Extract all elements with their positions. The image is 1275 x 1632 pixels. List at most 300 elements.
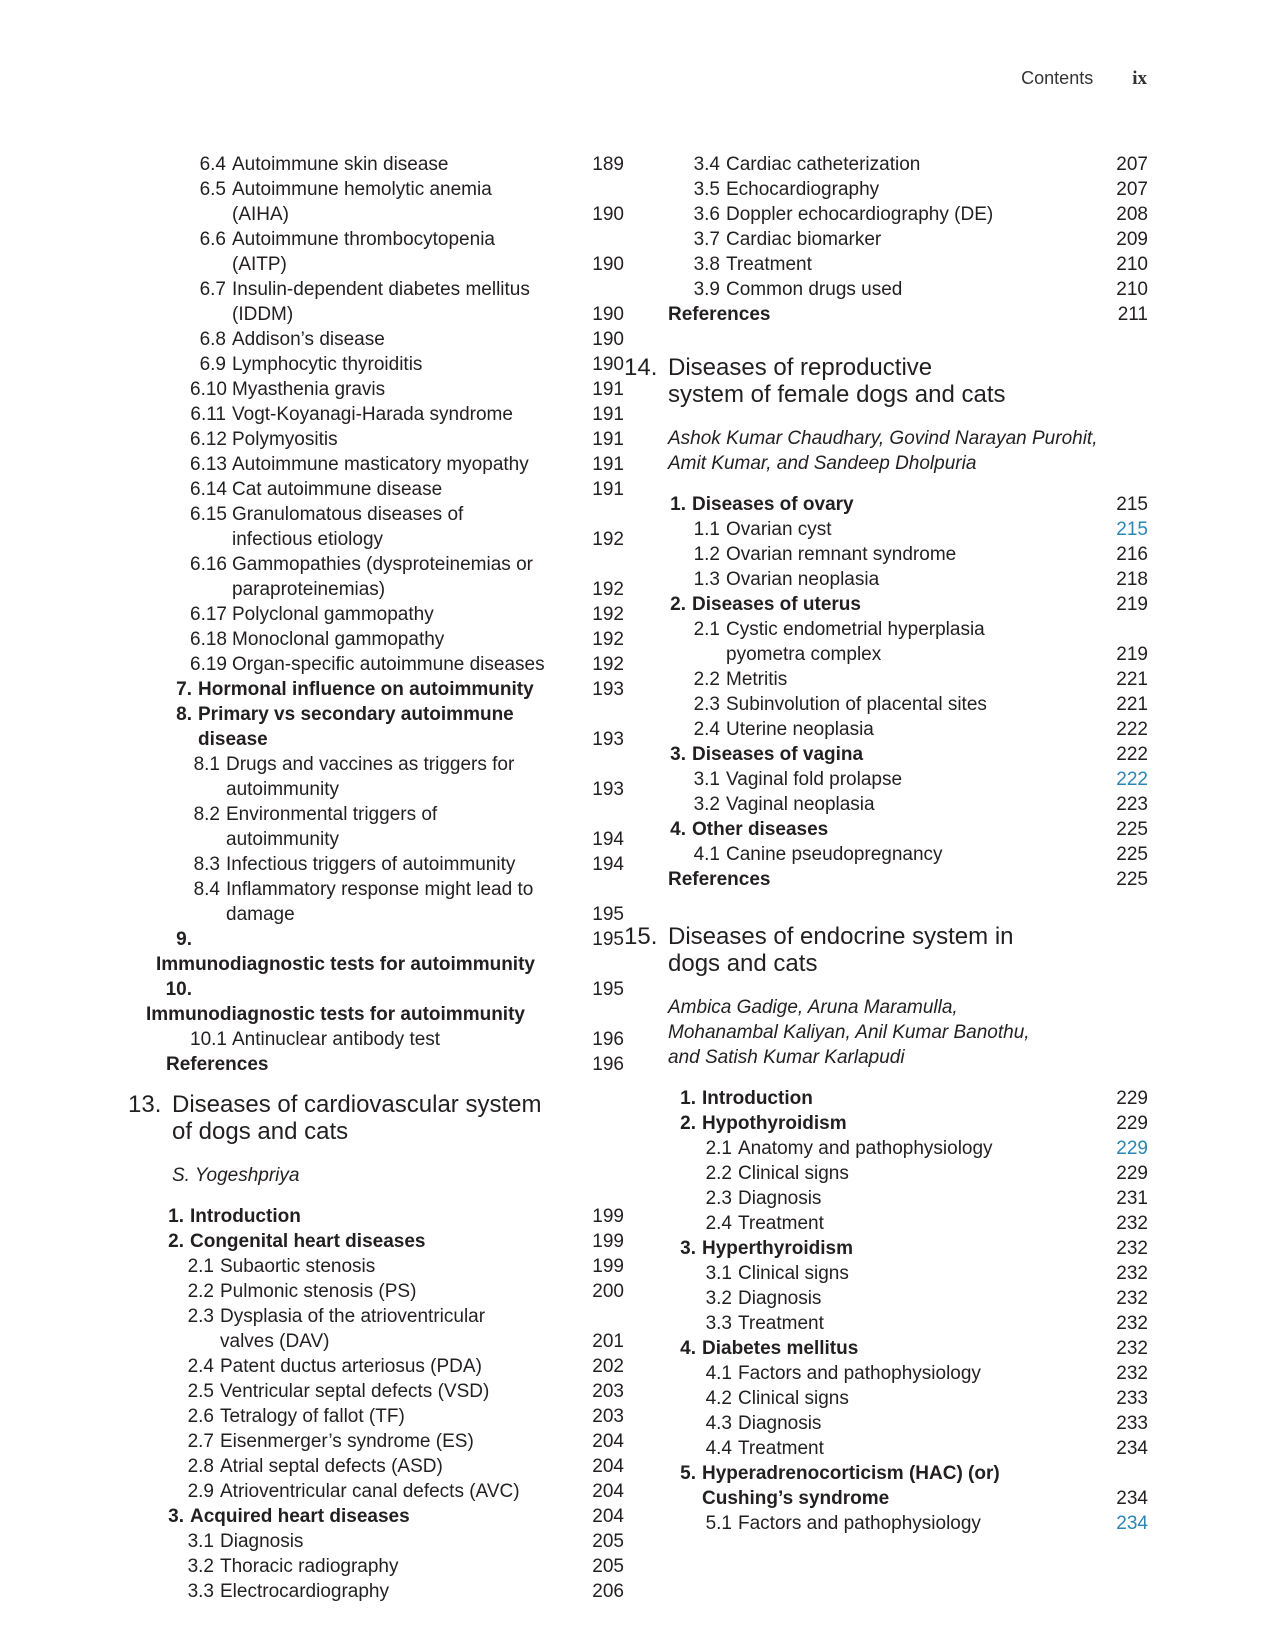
chapter-14-authors: Ashok Kumar Chaudhary, Govind Narayan Purohit, Amit Kumar, and Sandeep Dholpuria (668, 428, 1098, 474)
toc-entry-page: 232 (1116, 1238, 1148, 1259)
toc-entry[interactable] (652, 567, 1148, 592)
toc-entry[interactable] (652, 202, 1148, 227)
toc-entry-page: 229 (1116, 1163, 1148, 1184)
toc-entry-number: 6.9 (199, 354, 226, 375)
toc-entry-page: 225 (1116, 869, 1148, 890)
toc-entry[interactable] (128, 1279, 624, 1304)
chapter-15-title[interactable]: 15. Diseases of endocrine system in dogs and cats (624, 923, 1014, 977)
toc-entry-number: 2.5 (187, 1381, 214, 1402)
toc-entry-title: Subaortic stenosis (220, 1256, 376, 1277)
toc-entry-title: Infectious triggers of autoimmunity (226, 854, 516, 875)
toc-entry-page: 233 (1116, 1413, 1148, 1434)
toc-entry-number: 6.19 (190, 654, 227, 675)
toc-entry[interactable] (128, 1404, 624, 1429)
toc-entry-title: Electrocardiography (220, 1581, 389, 1602)
toc-entry-title: Cardiac biomarker (726, 229, 882, 250)
toc-entry[interactable] (128, 177, 624, 227)
toc-entry-page: 215 (1116, 494, 1148, 515)
toc-entry-page: 191 (592, 454, 624, 475)
toc-entry-page: 202 (592, 1356, 624, 1377)
toc-entry-title-continued: pyometra complex (726, 644, 882, 665)
toc-entry-number: 4.1 (693, 844, 720, 865)
toc-entry-number: 3.7 (693, 229, 720, 250)
toc-entry-number: 6.16 (190, 554, 227, 575)
toc-entry-title: Acquired heart diseases (190, 1506, 410, 1527)
toc-entry-title: Introduction (190, 1206, 301, 1227)
toc-entry-page: 218 (1116, 569, 1148, 590)
toc-entry[interactable] (128, 452, 624, 477)
toc-entry-title: Lymphocytic thyroiditis (232, 354, 423, 375)
toc-entry-page[interactable]: 229 (1116, 1138, 1148, 1159)
toc-entry-page: 191 (592, 479, 624, 500)
toc-entry-title: Anatomy and pathophysiology (738, 1138, 993, 1159)
toc-entry-page: 192 (592, 604, 624, 625)
toc-entry[interactable] (652, 1286, 1148, 1311)
toc-entry-title: References (668, 869, 771, 890)
toc-entry[interactable] (652, 867, 1148, 892)
toc-entry-number: 10.1 (190, 1029, 227, 1050)
toc-entry-title: Tetralogy of fallot (TF) (220, 1406, 405, 1427)
toc-entry-title-continued: (AITP) (232, 254, 287, 275)
chapter-number: 14. (624, 354, 658, 381)
chapter-13-title[interactable]: 13. Diseases of cardiovascular system of dogs and cats (128, 1091, 542, 1145)
toc-entry[interactable] (128, 502, 624, 552)
toc-entry[interactable] (128, 1254, 624, 1279)
toc-entry[interactable] (128, 1027, 624, 1052)
toc-entry-title-continued: (AIHA) (232, 204, 289, 225)
toc-entry-title: Hormonal influence on autoimmunity (198, 679, 534, 700)
toc-entry[interactable] (652, 1186, 1148, 1211)
toc-entry-number: 3.5 (693, 179, 720, 200)
toc-entry-page: 205 (592, 1531, 624, 1552)
toc-entry[interactable] (128, 1379, 624, 1404)
toc-entry-title: Dysplasia of the atrioventricular (220, 1306, 486, 1327)
toc-entry-page: 221 (1116, 669, 1148, 690)
toc-entry-title: Autoimmune thrombocytopenia (232, 229, 495, 250)
toc-entry[interactable] (128, 802, 624, 852)
toc-entry[interactable] (652, 842, 1148, 867)
toc-entry[interactable] (652, 1311, 1148, 1336)
toc-entry-page: 232 (1116, 1288, 1148, 1309)
toc-entry-number: 3.1 (693, 769, 720, 790)
toc-entry-title: Patent ductus arteriosus (PDA) (220, 1356, 482, 1377)
toc-entry-title: Factors and pathophysiology (738, 1363, 981, 1384)
toc-entry-page: 225 (1116, 819, 1148, 840)
toc-entry-title: Ovarian remnant syndrome (726, 544, 957, 565)
toc-entry-number: 2.3 (705, 1188, 732, 1209)
toc-entry-title: Antinuclear antibody test (232, 1029, 441, 1050)
toc-entry-title: Clinical signs (738, 1163, 849, 1184)
toc-entry-title: Ovarian neoplasia (726, 569, 880, 590)
toc-entry-number: 8.4 (193, 879, 220, 900)
toc-entry-number: 2.4 (693, 719, 720, 740)
toc-entry[interactable] (652, 1086, 1148, 1111)
toc-entry-title: Thoracic radiography (220, 1556, 399, 1577)
toc-entry[interactable] (652, 667, 1148, 692)
toc-entry[interactable] (652, 717, 1148, 742)
toc-entry-title: Treatment (738, 1213, 824, 1234)
toc-entry[interactable] (128, 852, 624, 877)
toc-entry[interactable] (652, 792, 1148, 817)
running-header (1021, 68, 1147, 90)
toc-list-ch13-continued (652, 152, 1148, 327)
toc-entry-page: 204 (592, 1506, 624, 1527)
chapter-14-title[interactable]: 14. Diseases of reproductive system of female dogs and cats (624, 354, 1006, 408)
toc-entry-title-continued: (IDDM) (232, 304, 294, 325)
toc-entry-page: 219 (1116, 594, 1148, 615)
toc-entry[interactable] (128, 677, 624, 702)
toc-entry-page: 196 (592, 1054, 624, 1075)
toc-entry-number: 2.1 (693, 619, 720, 640)
toc-entry-number: 1.3 (693, 569, 720, 590)
toc-entry-number: 6.8 (199, 329, 226, 350)
toc-entry-page: 195 (592, 929, 624, 950)
toc-entry[interactable] (652, 492, 1148, 517)
toc-entry-page: 232 (1116, 1338, 1148, 1359)
toc-entry-title-continued: damage (226, 904, 295, 925)
toc-entry-number: 2.8 (187, 1456, 214, 1477)
toc-entry-title: Treatment (738, 1438, 824, 1459)
toc-entry-title: Cat autoimmune disease (232, 479, 443, 500)
toc-entry-page: 192 (592, 579, 624, 600)
toc-entry[interactable] (652, 277, 1148, 302)
page-number: ix (1132, 68, 1147, 89)
toc-entry-title-continued: autoimmunity (226, 779, 339, 800)
toc-entry-page: 205 (592, 1556, 624, 1577)
toc-entry-page: 194 (592, 854, 624, 875)
toc-entry-title: Introduction (702, 1088, 813, 1109)
toc-entry-page: 195 (592, 979, 624, 1000)
toc-entry[interactable] (652, 252, 1148, 277)
toc-entry-number: 2. (168, 1231, 184, 1252)
toc-entry-number: 3.1 (187, 1531, 214, 1552)
toc-entry-number: 2.4 (187, 1356, 214, 1377)
toc-entry[interactable] (128, 702, 624, 752)
toc-entry[interactable] (128, 227, 624, 277)
toc-entry-number: 6.14 (190, 479, 227, 500)
toc-entry-page: 229 (1116, 1088, 1148, 1109)
toc-entry-title: Granulomatous diseases of (232, 504, 464, 525)
toc-entry-title: Addison’s disease (232, 329, 385, 350)
toc-entry[interactable] (652, 692, 1148, 717)
toc-entry-number: 2.3 (187, 1306, 214, 1327)
toc-entry-number: 4.1 (705, 1363, 732, 1384)
toc-entry-number: 8.3 (193, 854, 220, 875)
toc-entry-title: Atrioventricular canal defects (AVC) (220, 1481, 520, 1502)
toc-entry[interactable] (128, 1454, 624, 1479)
toc-entry[interactable] (652, 517, 1148, 542)
toc-entry[interactable] (128, 1429, 624, 1454)
toc-entry-page: 189 (592, 154, 624, 175)
toc-entry-page: 200 (592, 1281, 624, 1302)
toc-entry-title: Diagnosis (220, 1531, 304, 1552)
toc-entry-title: Ventricular septal defects (VSD) (220, 1381, 490, 1402)
toc-entry-title: Doppler echocardiography (DE) (726, 204, 994, 225)
toc-entry-page: 207 (1116, 154, 1148, 175)
toc-entry-title: Treatment (738, 1313, 824, 1334)
toc-entry-number: 2.6 (187, 1406, 214, 1427)
toc-entry[interactable] (652, 1336, 1148, 1361)
toc-entry-title: Diagnosis (738, 1288, 822, 1309)
toc-entry-number: 2.3 (693, 694, 720, 715)
toc-entry-number: 1.1 (693, 519, 720, 540)
toc-entry-page: 191 (592, 429, 624, 450)
toc-entry-number: 3.2 (705, 1288, 732, 1309)
toc-entry[interactable] (652, 1161, 1148, 1186)
toc-entry-title-continued: autoimmunity (226, 829, 339, 850)
toc-entry[interactable] (128, 477, 624, 502)
toc-entry[interactable] (128, 1479, 624, 1504)
toc-entry[interactable] (652, 592, 1148, 617)
toc-entry-number: 6.4 (199, 154, 226, 175)
toc-entry[interactable] (652, 1111, 1148, 1136)
chapter-14-block (624, 354, 1148, 892)
toc-entry[interactable] (128, 977, 624, 1027)
toc-list-ch12-continued (128, 152, 624, 1077)
toc-entry-page: 191 (592, 404, 624, 425)
toc-entry-title: References (668, 304, 771, 325)
toc-entry-number: 8.2 (193, 804, 220, 825)
toc-entry-page: 210 (1116, 254, 1148, 275)
toc-entry[interactable] (652, 742, 1148, 767)
toc-entry[interactable] (652, 1236, 1148, 1261)
toc-entry-page[interactable]: 222 (1116, 769, 1148, 790)
toc-entry-number: 2.1 (705, 1138, 732, 1159)
toc-entry-page: 232 (1116, 1363, 1148, 1384)
toc-entry-page: 193 (592, 779, 624, 800)
toc-entry[interactable] (652, 1411, 1148, 1436)
toc-entry-page: 199 (592, 1256, 624, 1277)
toc-entry-number: 2.2 (187, 1281, 214, 1302)
toc-entry-title: Immunodiagnostic tests for autoimmunity (156, 954, 535, 975)
toc-entry-number: 4.3 (705, 1413, 732, 1434)
toc-entry-page: 206 (592, 1581, 624, 1602)
toc-entry-title: Eisenmerger’s syndrome (ES) (220, 1431, 474, 1452)
toc-entry-number: 8. (176, 704, 192, 725)
toc-entry-number: 6.10 (190, 379, 227, 400)
toc-entry-page: 204 (592, 1456, 624, 1477)
toc-entry-title: Metritis (726, 669, 788, 690)
toc-entry[interactable] (128, 327, 624, 352)
toc-entry-number: 1.2 (693, 544, 720, 565)
toc-entry-number: 10. (165, 979, 192, 1000)
toc-entry[interactable] (652, 152, 1148, 177)
toc-entry-title: Other diseases (692, 819, 829, 840)
toc-entry-title: Diseases of ovary (692, 494, 854, 515)
toc-entry[interactable] (652, 1511, 1148, 1536)
toc-entry-number: 1. (680, 1088, 696, 1109)
toc-entry[interactable] (128, 1052, 624, 1077)
toc-entry-page: 219 (1116, 644, 1148, 665)
toc-entry-page[interactable]: 234 (1116, 1513, 1148, 1534)
toc-entry[interactable] (652, 1461, 1148, 1511)
toc-entry-number: 3.9 (693, 279, 720, 300)
toc-entry-title: Factors and pathophysiology (738, 1513, 981, 1534)
toc-entry-number: 2.1 (187, 1256, 214, 1277)
toc-entry-number: 3.3 (705, 1313, 732, 1334)
toc-entry-page: 231 (1116, 1188, 1148, 1209)
toc-entry-number: 6.7 (199, 279, 226, 300)
toc-entry[interactable] (128, 627, 624, 652)
toc-entry[interactable] (128, 1204, 624, 1229)
toc-entry-title: Vaginal neoplasia (726, 794, 875, 815)
toc-entry-page: 232 (1116, 1263, 1148, 1284)
toc-entry-page: 193 (592, 729, 624, 750)
toc-entry-page: 204 (592, 1431, 624, 1452)
toc-entry-number: 4.2 (705, 1388, 732, 1409)
toc-entry-title: Common drugs used (726, 279, 903, 300)
toc-entry-page: 193 (592, 679, 624, 700)
toc-entry-number: 3.8 (693, 254, 720, 275)
chapter-13-authors: S. Yogeshpriya (172, 1165, 300, 1186)
toc-entry[interactable] (652, 1136, 1148, 1161)
toc-entry-page: 216 (1116, 544, 1148, 565)
toc-entry-page: 209 (1116, 229, 1148, 250)
toc-entry-title: Treatment (726, 254, 812, 275)
toc-entry-page: 204 (592, 1481, 624, 1502)
toc-entry[interactable] (128, 1554, 624, 1579)
toc-entry-number: 3.4 (693, 154, 720, 175)
toc-entry-number: 3.3 (187, 1581, 214, 1602)
toc-entry-title: Diabetes mellitus (702, 1338, 859, 1359)
toc-entry[interactable] (128, 552, 624, 602)
toc-entry-number: 6.18 (190, 629, 227, 650)
toc-column-right (624, 152, 1148, 1536)
toc-entry[interactable] (128, 752, 624, 802)
chapter-13-block (128, 1091, 624, 1604)
toc-entry-number: 3.2 (187, 1556, 214, 1577)
toc-entry-page: 192 (592, 629, 624, 650)
toc-entry-number: 2. (680, 1113, 696, 1134)
toc-entry[interactable] (652, 1261, 1148, 1286)
toc-entry-number: 3. (670, 744, 686, 765)
toc-entry-page: 199 (592, 1206, 624, 1227)
toc-entry-page: 192 (592, 529, 624, 550)
toc-entry-title-continued: infectious etiology (232, 529, 384, 550)
toc-entry[interactable] (128, 1229, 624, 1254)
toc-entry-page: 190 (592, 329, 624, 350)
toc-entry-number: 6.5 (199, 179, 226, 200)
toc-entry-page: 234 (1116, 1438, 1148, 1459)
toc-entry[interactable] (128, 352, 624, 377)
toc-entry-number: 2.2 (693, 669, 720, 690)
toc-entry-page: 232 (1116, 1313, 1148, 1334)
toc-entry-title: Pulmonic stenosis (PS) (220, 1281, 417, 1302)
toc-list-ch15 (652, 1086, 1148, 1536)
toc-entry[interactable] (128, 427, 624, 452)
toc-entry-number: 2.4 (705, 1213, 732, 1234)
toc-entry-number: 3. (168, 1506, 184, 1527)
toc-entry[interactable] (652, 1211, 1148, 1236)
toc-entry-title: Clinical signs (738, 1388, 849, 1409)
toc-entry-title: Polyclonal gammopathy (232, 604, 434, 625)
chapter-number: 13. (128, 1091, 162, 1118)
toc-entry-number: 4.4 (705, 1438, 732, 1459)
toc-entry[interactable] (128, 277, 624, 327)
toc-entry[interactable] (128, 1354, 624, 1379)
toc-entry[interactable] (652, 227, 1148, 252)
toc-entry-title-continued: paraproteinemias) (232, 579, 386, 600)
toc-entry-page: 223 (1116, 794, 1148, 815)
toc-entry-page: 210 (1116, 279, 1148, 300)
toc-entry-page: 190 (592, 254, 624, 275)
toc-entry-title: Diseases of vagina (692, 744, 864, 765)
toc-entry-page: 222 (1116, 744, 1148, 765)
chapter-number: 15. (624, 923, 658, 950)
toc-entry-number: 3. (680, 1238, 696, 1259)
toc-entry-title: Atrial septal defects (ASD) (220, 1456, 443, 1477)
toc-entry-number: 3.6 (693, 204, 720, 225)
toc-entry[interactable] (652, 767, 1148, 792)
toc-entry-number: 4. (680, 1338, 696, 1359)
toc-entry-number: 6.13 (190, 454, 227, 475)
toc-entry[interactable] (128, 377, 624, 402)
toc-entry[interactable] (652, 1386, 1148, 1411)
toc-entry-number: 6.17 (190, 604, 227, 625)
toc-entry-number: 1. (168, 1206, 184, 1227)
toc-entry[interactable] (128, 1304, 624, 1354)
toc-entry-title: Hyperthyroidism (702, 1238, 853, 1259)
toc-entry[interactable] (128, 402, 624, 427)
toc-entry-title: Diseases of uterus (692, 594, 861, 615)
toc-entry-title-continued: disease (198, 729, 268, 750)
toc-entry-title: Echocardiography (726, 179, 880, 200)
toc-column-left (128, 152, 624, 1604)
toc-entry-title: Diagnosis (738, 1413, 822, 1434)
toc-entry-number: 2.7 (187, 1431, 214, 1452)
toc-entry-page: 199 (592, 1231, 624, 1252)
toc-entry-page: 232 (1116, 1213, 1148, 1234)
toc-entry-number: 4. (670, 819, 686, 840)
toc-entry-number: 1. (670, 494, 686, 515)
toc-entry-page: 222 (1116, 719, 1148, 740)
toc-entry-page: 191 (592, 379, 624, 400)
toc-entry-title: Vogt-Koyanagi-Harada syndrome (232, 404, 513, 425)
toc-entry[interactable] (128, 1529, 624, 1554)
toc-entry-title: Inflammatory response might lead to (226, 879, 534, 900)
toc-entry-title: Subinvolution of placental sites (726, 694, 987, 715)
toc-entry[interactable] (128, 877, 624, 927)
chapter-15-authors: Ambica Gadige, Aruna Maramulla, Mohanambal Kaliyan, Anil Kumar Banothu, and Satish Kumar Karlapudi (668, 997, 1030, 1068)
toc-entry-page: 201 (592, 1331, 624, 1352)
toc-entry-title: Polymyositis (232, 429, 338, 450)
toc-entry-number: 9. (176, 929, 192, 950)
toc-entry-title: Congenital heart diseases (190, 1231, 426, 1252)
toc-entry-title: Myasthenia gravis (232, 379, 386, 400)
toc-entry[interactable] (652, 1436, 1148, 1461)
toc-entry[interactable] (128, 602, 624, 627)
toc-entry-page: 195 (592, 904, 624, 925)
toc-entry-title: Cardiac catheterization (726, 154, 921, 175)
toc-entry-number: 5.1 (705, 1513, 732, 1534)
toc-entry[interactable] (128, 1504, 624, 1529)
toc-entry[interactable] (128, 652, 624, 677)
toc-entry[interactable] (652, 1361, 1148, 1386)
toc-entry[interactable] (128, 1579, 624, 1604)
toc-entry[interactable] (128, 927, 624, 977)
toc-entry[interactable] (652, 542, 1148, 567)
toc-entry[interactable] (652, 617, 1148, 667)
toc-entry-page[interactable]: 215 (1116, 519, 1148, 540)
toc-entry[interactable] (652, 177, 1148, 202)
toc-entry-page: 234 (1116, 1488, 1148, 1509)
chapter-15-block (624, 923, 1148, 1536)
toc-entry[interactable] (128, 152, 624, 177)
toc-entry-title: Gammopathies (dysproteinemias or (232, 554, 533, 575)
toc-entry[interactable] (652, 817, 1148, 842)
toc-entry[interactable] (652, 302, 1148, 327)
toc-entry-number: 2.9 (187, 1481, 214, 1502)
